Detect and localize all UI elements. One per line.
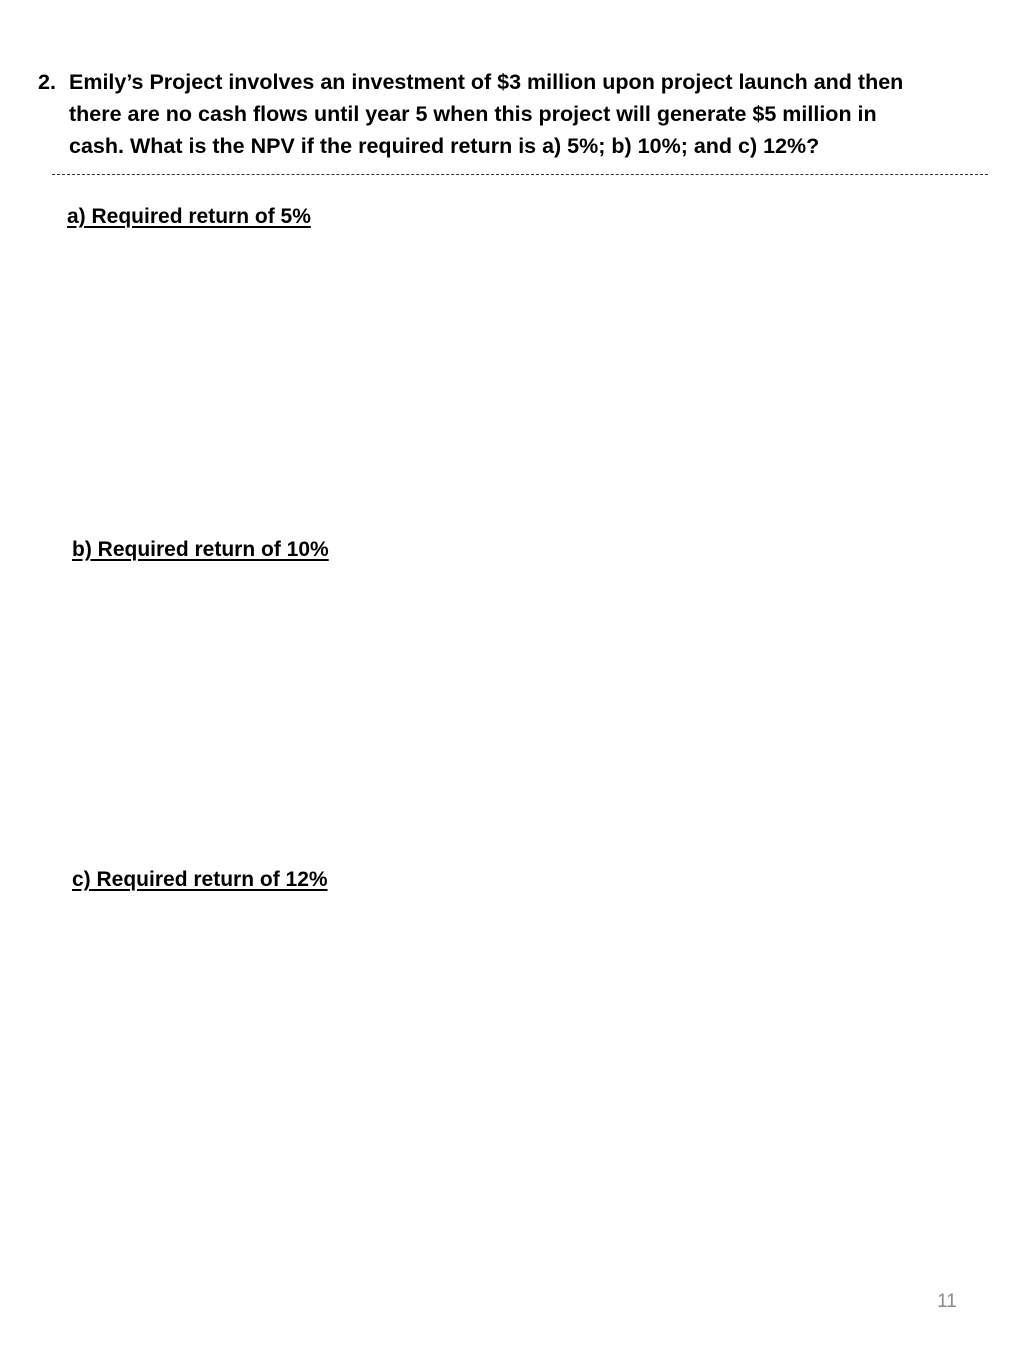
part-b-heading: b) Required return of 10% bbox=[72, 538, 329, 561]
question-line: cash. What is the NPV if the required return is a) 5%; b) 10%; and c) 12%? bbox=[69, 134, 820, 158]
part-a-heading: a) Required return of 5% bbox=[67, 205, 311, 228]
question-block bbox=[38, 66, 978, 162]
question-number: 2. bbox=[38, 70, 56, 94]
dashed-divider bbox=[52, 174, 988, 175]
question-line: Emily’s Project involves an investment of $3 million upon project launch and then bbox=[69, 70, 904, 94]
question-line: there are no cash flows until year 5 when this project will generate $5 million in bbox=[69, 102, 877, 126]
part-c-heading: c) Required return of 12% bbox=[72, 868, 328, 891]
page-number: 11 bbox=[937, 1291, 957, 1312]
question-text bbox=[69, 66, 978, 162]
